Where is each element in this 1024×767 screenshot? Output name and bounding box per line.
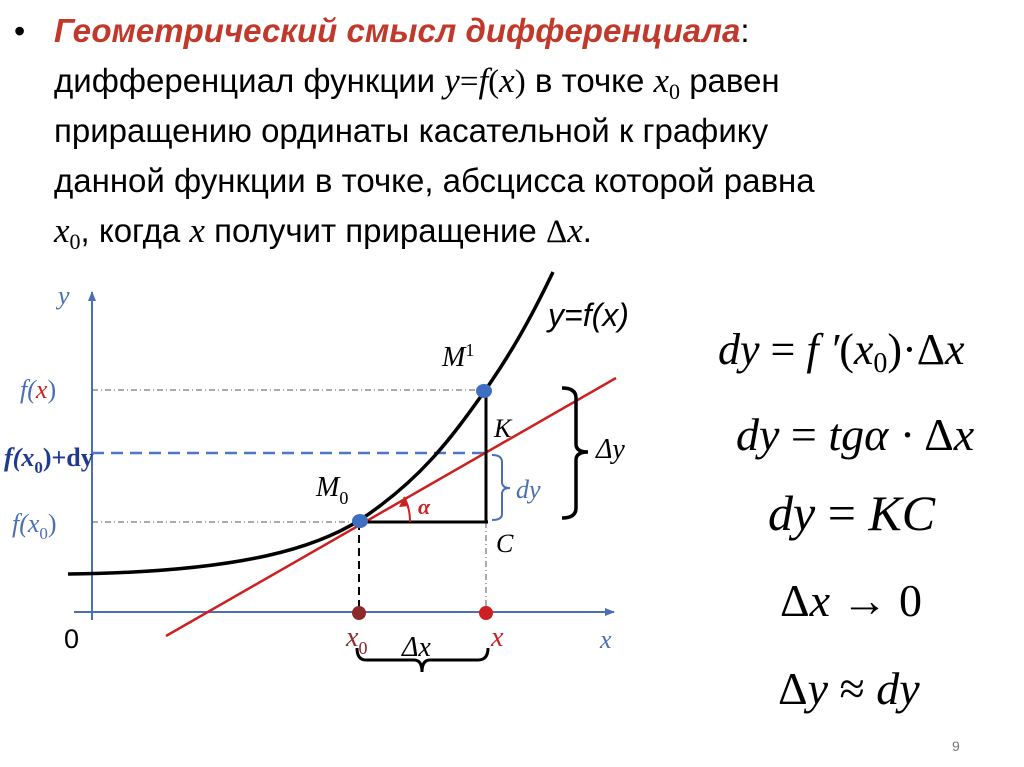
x-axis-label: x [600,625,612,654]
alpha-label: α [418,494,431,519]
y-axis-label: y [58,281,70,310]
formula-term: y [807,663,829,714]
formula-1 [718,324,965,380]
point-x [479,606,493,620]
subscript-0: 0 [69,229,81,254]
text-fragment: в точке [525,62,654,99]
point-m1 [476,384,492,398]
formula-op: ) [887,325,903,374]
formula-op: ( [839,325,854,374]
formula-term: KC [868,485,936,541]
formula-term: x [853,325,874,374]
subscript-0: 0 [669,79,681,104]
paren-open: ( [488,64,500,100]
paren-close: ) [514,64,526,100]
formula-2 [736,408,974,461]
fx0-label: $f(x_0)$ [12,509,57,543]
point-x0 [352,606,366,620]
var-x: x [189,211,205,250]
formula-op: = [759,325,807,374]
formula-term: dy [718,325,760,374]
c-label: C [496,529,514,558]
x0-tick-label: $x_0$ [346,622,368,658]
equals-sign: = [459,64,479,100]
text-fragment: равен [680,62,780,99]
formula-term: x [809,575,831,626]
formula-op: ≈ [828,663,877,714]
bullet-marker: • [14,13,26,49]
formula-op: · [888,409,925,460]
formula-term: dy [768,485,816,541]
var-f: f [478,61,489,100]
formula-subscript: 0 [873,348,888,379]
x-tick-label: x [491,622,504,653]
curve-label: y=f(x) [548,297,629,333]
formula-term: α [864,409,889,460]
formula-op: Δ [778,663,808,714]
slide-heading: Геометрический смысл дифференциала [54,12,741,49]
period: . [582,212,592,249]
delta-x-label: Δx [402,632,431,663]
formula-term: 0 [899,575,923,626]
text-fragment: получит приращение [204,212,546,249]
text-fragment: , когда [80,212,190,249]
var-x0: x [54,211,70,250]
var-x0: x [653,61,670,100]
formula-3 [768,484,935,542]
tangent-line [166,378,616,636]
m1-label: $M^1$ [442,340,475,373]
function-curve [68,272,553,574]
formula-term: f ′ [806,325,840,374]
text-line-4: данной функции в точке, абсцисса которой равна [54,162,815,199]
fx0-plus-dy-label: $f(x_0)+dy$ [4,443,94,477]
m0-label: $M_0$ [316,472,349,508]
formula-term: x [953,409,975,460]
delta-y-label: Δy [596,434,625,465]
delta-symbol: Δ [545,214,568,250]
origin-label: 0 [64,624,80,654]
fx-label: f(x) [20,375,57,404]
dy-label: dy [516,475,541,504]
formula-op: Δ [924,409,954,460]
heading-colon: : [740,12,750,49]
point-m0 [352,514,368,528]
dy-bracket [492,455,510,520]
formula-term: dy [876,663,920,714]
var-x: x [499,61,515,100]
k-label: K [494,414,512,443]
formula-op: · [902,325,917,374]
text-fragment: дифференциал функции [54,62,445,99]
formula-op: = [779,409,829,460]
formula-term: x [945,325,965,374]
formula-4 [780,574,922,627]
formula-op: Δ [916,325,946,374]
formula-5 [778,662,920,715]
var-y: y [444,61,460,100]
formula-term: dy [736,409,780,460]
page-number: 9 [952,738,960,754]
formula-op: → [830,575,900,626]
formula-op: Δ [780,575,810,626]
text-line-3: приращению ординаты касательной к графику [54,112,769,149]
formula-op: = [815,485,869,541]
var-x: x [567,211,583,250]
formula-term: tg [828,409,865,460]
